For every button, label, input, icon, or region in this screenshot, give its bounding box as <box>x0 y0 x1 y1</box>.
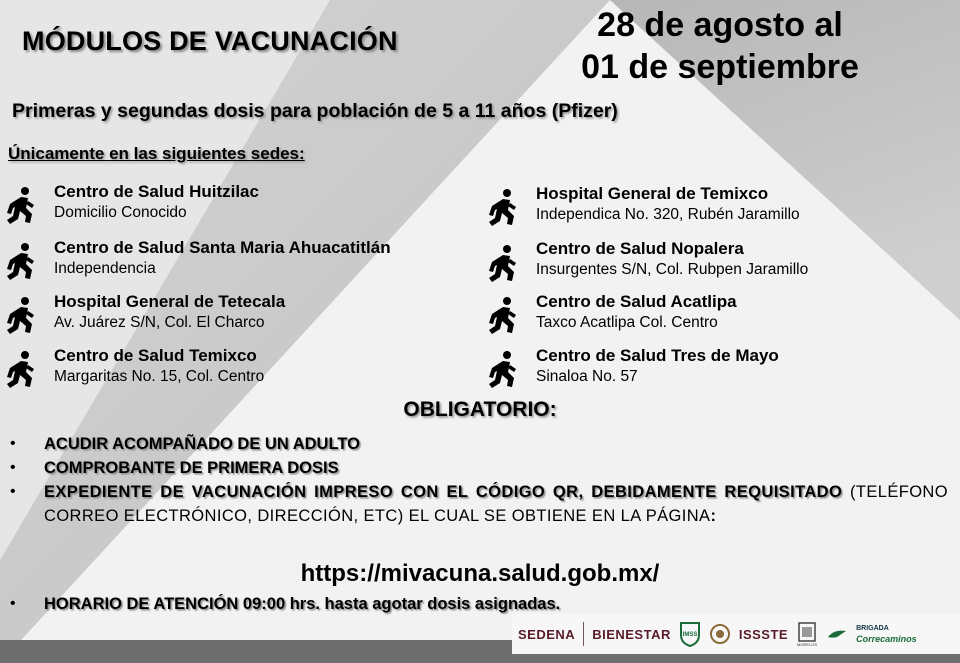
requirement-item-2 <box>8 456 948 480</box>
venue-right-4 <box>536 345 960 387</box>
date-line-1: 28 de agosto al <box>597 6 843 44</box>
person-walking-icon <box>4 186 38 226</box>
requirement-text-bold: EXPEDIENTE DE VACUNACIÓN IMPRESO CON EL CÓDIGO QR, DEBIDAMENTE REQUISITADO <box>44 483 843 501</box>
requirement-item-4 <box>8 592 948 616</box>
requirement-item-1 <box>8 432 948 456</box>
venue-name: Centro de Salud Temixco <box>54 346 257 365</box>
person-walking-icon <box>486 188 520 228</box>
venue-name: Hospital General de Tetecala <box>54 292 286 311</box>
venue-address: Av. Juárez S/N, Col. El Charco <box>54 314 265 331</box>
requirement-text: ACUDIR ACOMPAÑADO DE UN ADULTO <box>44 435 360 453</box>
person-walking-icon <box>4 242 38 282</box>
imss-shield-icon <box>679 621 701 647</box>
venue-address: Margaritas No. 15, Col. Centro <box>54 368 265 385</box>
footer-logos <box>512 614 960 654</box>
issste-emblem-icon <box>709 621 731 647</box>
logo-divider <box>583 622 584 646</box>
bienestar-logo: BIENESTAR <box>592 626 671 642</box>
date-range <box>560 4 880 88</box>
person-walking-icon <box>4 296 38 336</box>
person-walking-icon <box>486 244 520 284</box>
sedes-label: Únicamente en las siguientes sedes: <box>8 144 305 163</box>
bullet: • <box>10 483 17 500</box>
requirement-text-detail: (TELÉFONO CORREO ELECTRÓNICO, DIRECCIÓN, ETC) EL CUAL SE OBTIENE EN LA PÁGINA <box>44 483 948 525</box>
venue-right-1 <box>536 183 960 225</box>
person-walking-icon <box>486 350 520 390</box>
bullet: • <box>10 595 16 612</box>
brigada-bottom: Correcaminos <box>856 634 917 644</box>
brigada-logo <box>856 624 917 644</box>
requirement-text: COMPROBANTE DE PRIMERA DOSIS <box>44 459 339 477</box>
venue-name: Centro de Salud Acatlipa <box>536 292 737 311</box>
venue-name: Centro de Salud Santa Maria Ahuacatitlán <box>54 238 391 257</box>
requirements-list <box>8 432 948 528</box>
requirement-text: HORARIO DE ATENCIÓN 09:00 hrs. hasta agotar dosis asignadas. <box>44 595 561 613</box>
venue-address: Taxco Acatlipa Col. Centro <box>536 314 718 331</box>
venue-address: Independica No. 320, Rubén Jaramillo <box>536 206 800 223</box>
venue-left-2 <box>54 237 484 279</box>
bullet: • <box>10 459 16 476</box>
roadrunner-icon <box>826 621 848 647</box>
venue-address: Independencia <box>54 260 156 277</box>
morelos-logo-text: MORELOS <box>797 642 818 647</box>
person-walking-icon <box>486 296 520 336</box>
morelos-shield-icon <box>796 621 818 647</box>
requirement-colon: : <box>710 507 717 525</box>
requirements-list-hours <box>8 592 948 616</box>
venue-name: Centro de Salud Huitzilac <box>54 182 259 201</box>
brigada-top: BRIGADA <box>856 625 889 632</box>
venue-address: Insurgentes S/N, Col. Rubpen Jaramillo <box>536 261 809 278</box>
issste-logo: ISSSTE <box>738 626 789 642</box>
venue-name: Hospital General de Temixco <box>536 184 769 203</box>
bullet: • <box>10 435 16 452</box>
venue-right-3 <box>536 291 960 333</box>
date-line-2: 01 de septiembre <box>581 48 859 86</box>
venue-name: Centro de Salud Tres de Mayo <box>536 346 779 365</box>
page-title: MÓDULOS DE VACUNACIÓN <box>22 26 398 56</box>
venue-left-4 <box>54 345 484 387</box>
sedena-logo: SEDENA <box>518 626 576 642</box>
venue-address: Domicilio Conocido <box>54 204 187 221</box>
venue-left-1 <box>54 181 484 223</box>
venue-address: Sinaloa No. 57 <box>536 368 638 385</box>
vaccination-url[interactable]: https://mivacuna.salud.gob.mx/ <box>300 560 660 587</box>
imss-logo-text: IMSS <box>682 632 698 638</box>
venue-name: Centro de Salud Nopalera <box>536 239 744 258</box>
person-walking-icon <box>4 350 38 390</box>
subtitle: Primeras y segundas dosis para población de 5 a 11 años (Pfizer) <box>12 100 618 122</box>
venue-left-3 <box>54 291 484 333</box>
requirement-item-3 <box>8 480 948 528</box>
obligatorio-heading: OBLIGATORIO: <box>403 398 557 421</box>
venue-right-2 <box>536 238 960 280</box>
